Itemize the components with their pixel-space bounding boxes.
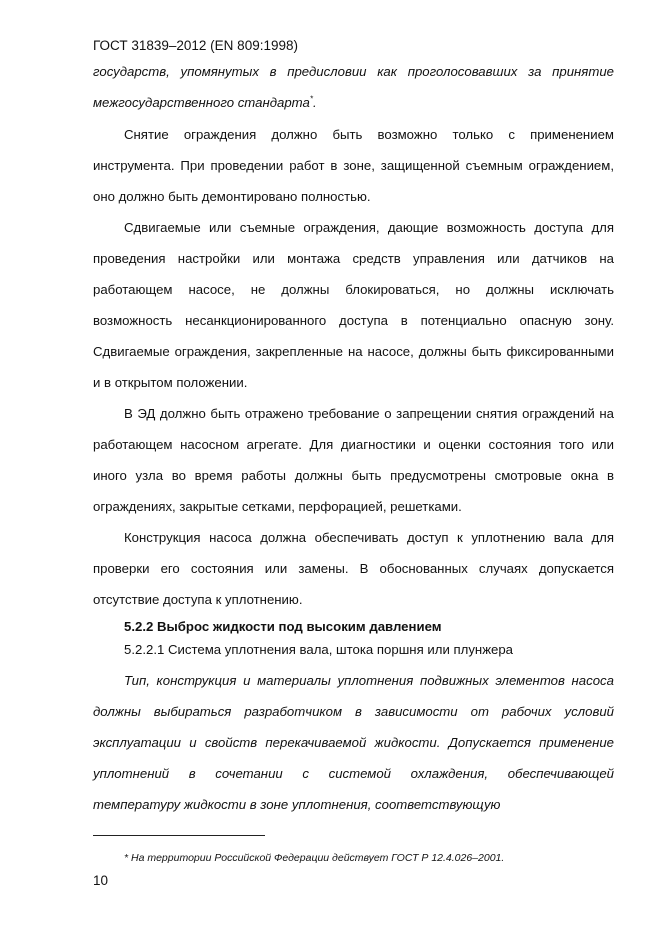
text-fragment: . [312,95,317,110]
text-line: государств, упомянутых в предисловии как проголосовавших за принятие [93,64,614,79]
text-line: Сдвигаемые ограждения, закрепленные на насосе, должны быть фиксированными [93,344,614,359]
text-line: ограждениях, закрытые сетками, перфорацией, решетками. [93,499,462,514]
text-line: уплотнений в сочетании с системой охлаждения, обеспечивающей [93,766,614,781]
text-line: эксплуатации и свойств перекачиваемой жидкости. Допускается применение [93,735,614,750]
text-line: отсутствие доступа к уплотнению. [93,592,303,607]
text-line: Конструкция насоса должна обеспечивать доступ к уплотнению вала для [124,530,614,545]
text-line: работающем насосе, не должны блокироваться, но должны исключать [93,282,614,297]
text-line: иного узла во время работы должны быть предусмотрены смотровые окна в [93,468,614,483]
text-line [93,95,614,111]
text-line: Снятие ограждения должно быть возможно только с применением [124,127,614,142]
document-header: ГОСТ 31839–2012 (EN 809:1998) [93,38,298,53]
footnote-mark: * [309,94,313,104]
text-line: Тип, конструкция и материалы уплотнения подвижных элементов насоса [124,673,614,688]
footnote-divider [93,835,265,836]
footnote: * На территории Российской Федерации действует ГОСТ Р 12.4.026–2001. [124,852,505,864]
text-line: возможность несанкционированного доступа в потенциально опасную зону. [93,313,614,328]
text-line: и в открытом положении. [93,375,248,390]
text-line: оно должно быть демонтировано полностью. [93,189,371,204]
section-heading: 5.2.2 Выброс жидкости под высоким давлением [124,619,442,634]
text-line: инструмента. При проведении работ в зоне, защищенной съемным ограждением, [93,158,614,173]
subsection-heading: 5.2.2.1 Система уплотнения вала, штока поршня или плунжера [124,642,514,657]
text-line: проведения настройки или монтажа средств управления или датчиков на [93,251,614,266]
text-line: должны выбираться разработчиком в зависимости от рабочих условий [93,704,614,719]
text-line: температуру жидкости в зоне уплотнения, соответствующую [93,797,501,812]
text-line: Сдвигаемые или съемные ограждения, дающие возможность доступа для [124,220,614,235]
text-line: проверки его состояния или замены. В обоснованных случаях допускается [93,561,614,576]
text-line: работающем насосном агрегате. Для диагностики и оценки состояния того или [93,437,614,452]
text-fragment: межгосударственного стандарта [93,95,310,110]
text-line: В ЭД должно быть отражено требование о запрещении снятия ограждений на [124,406,614,421]
page-number: 10 [93,873,109,888]
